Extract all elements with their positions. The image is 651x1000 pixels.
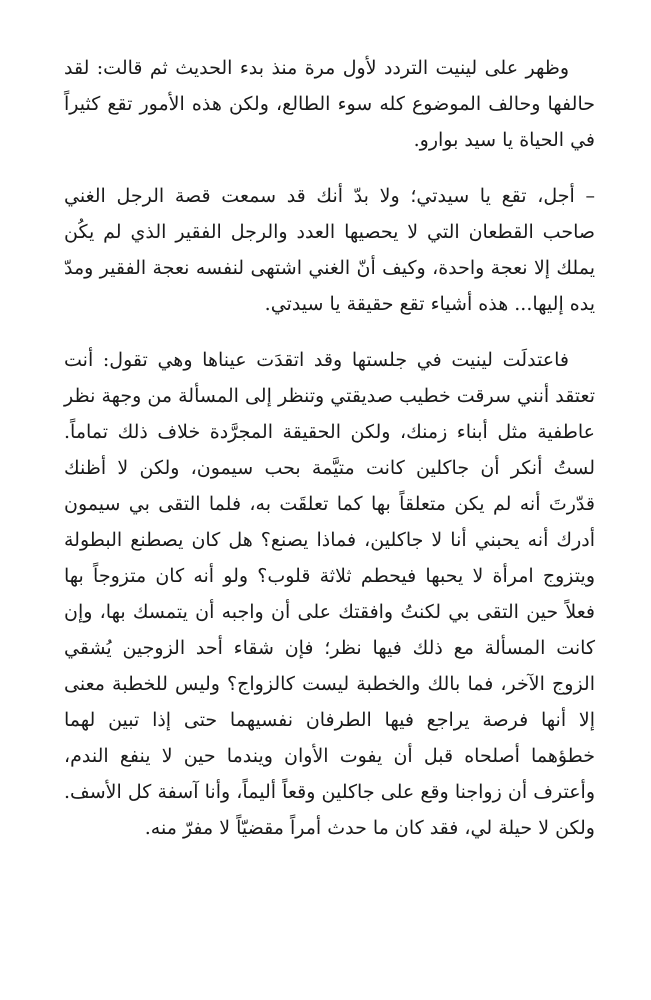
book-page: [64, 50, 595, 846]
paragraph-3: فاعتدلَت لينيت في جلستها وقد اتقدَت عيناها وهي تقول: أنت تعتقد أنني سرقت خطيب صديقتي وتنظر إلى المسألة من وجهة نظر عاطفية مثل أبناء زمنك، ولكن الحقيقة المجرَّدة خلاف ذلك تماماً. لستُ أنكر أن جاكلين كانت متيَّمة بحب سيمون، ولكن لا أظنك قدّرتَ أنه لم يكن متعلقاً بها كما تعلقَت به، فلما التقى بي سيمون أدرك أنه يحبني أنا لا جاكلين، فماذا يصنع؟ هل كان يصطنع البطولة ويتزوج امرأة لا يحبها فيحطم ثلاثة قلوب؟ ولو أنه كان متزوجاً بها فعلاً حين التقى بي لكنتُ وافقتك على أن واجبه أن يتمسك بها، وإن كانت المسألة مع ذلك فيها نظر؛ فإن شقاء أحد الزوجين يُشقي الزوج الآخر، فما بالك والخطبة ليست كالزواج؟ وليس للخطبة معنى إلا أنها فرصة يراجع فيها الطرفان نفسيهما حتى إذا تبين لهما خطؤهما أصلحاه قبل أن يفوت الأوان ويندما حين لا ينفع الندم، وأعترف أن زواجنا وقع على جاكلين وقعاً أليماً، وأنا آسفة كل الأسف. ولكن لا حيلة لي، فقد كان ما حدث أمراً مقضيّاً لا مفرّ منه.: [64, 349, 595, 839]
paragraph-2: – أجل، تقع يا سيدتي؛ ولا بدّ أنك قد سمعت قصة الرجل الغني صاحب القطعان التي لا يحصيها العدد والرجل الفقير الذي لم يكُن يملك إلا نعجة واحدة، وكيف أنّ الغني اشتهى لنفسه نعجة الفقير ومدّ يده إليها... هذه أشياء تقع حقيقة يا سيدتي.: [64, 185, 595, 315]
paragraph-1: وظهر على لينيت التردد لأول مرة منذ بدء الحديث ثم قالت: لقد حالفها وحالف الموضوع كله سوء الطالع، ولكن هذه الأمور تقع كثيراً في الحياة يا سيد بوارو.: [64, 57, 595, 151]
